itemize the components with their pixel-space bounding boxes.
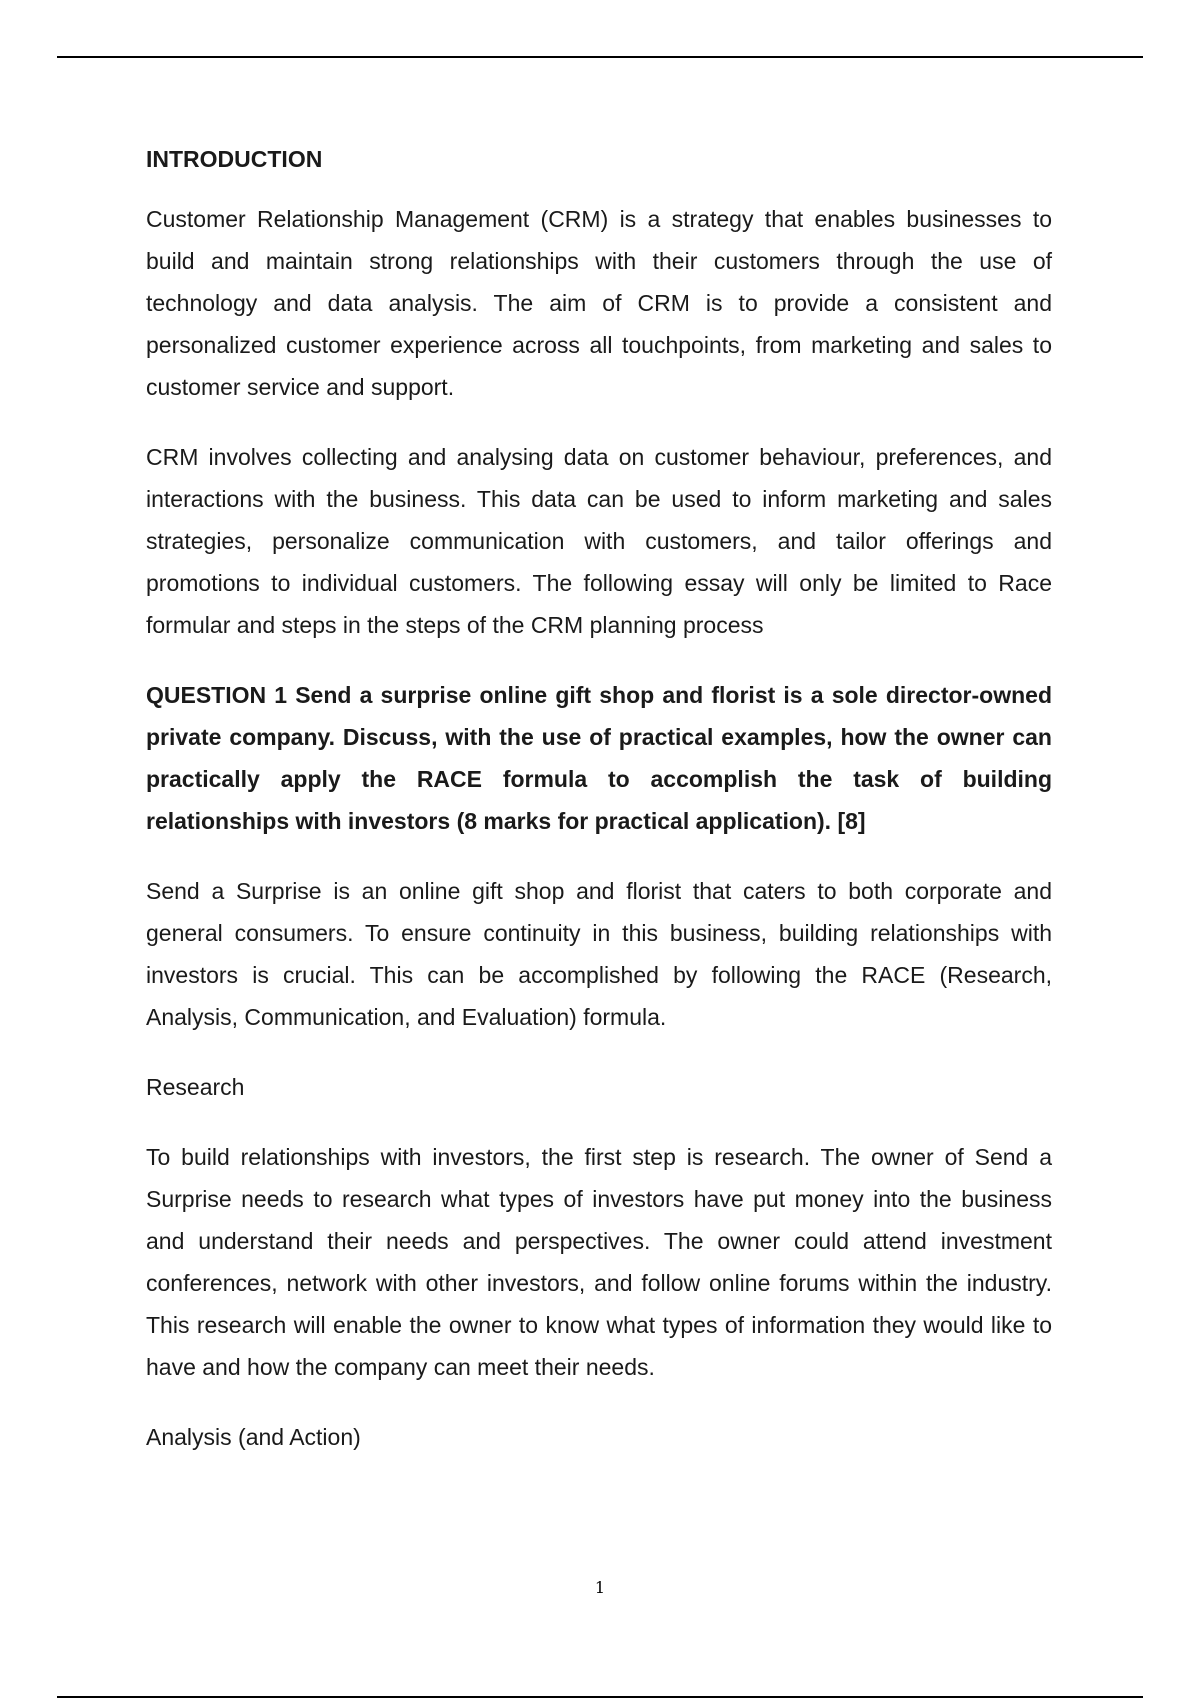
section-heading-introduction: INTRODUCTION — [146, 146, 323, 172]
intro-paragraph-2: CRM involves collecting and analysing data on customer behaviour, preferences, and interactions with the business. This data can be used to inform marketing and sales strategies, personalize communication with customers, and tailor offerings and promotions to individual customers. The following essay will only be limited to Race formular and steps in the steps of the CRM planning process — [146, 444, 1052, 638]
question-1-text: QUESTION 1 Send a surprise online gift shop and florist is a sole director-owned private company. Discuss, with the use of practical examples, how the owner can practically apply the RACE formula to accomplish the task of building relationships with investors (8 marks for practical application). [8] — [146, 682, 1052, 834]
research-paragraph: To build relationships with investors, the first step is research. The owner of Send a Surprise needs to research what types of investors have put money into the business and understand their needs and perspectives. The owner could attend investment conferences, network with other investors, and follow online forums within the industry. This research will enable the owner to know what types of information they would like to have and how the company can meet their needs. — [146, 1144, 1052, 1380]
subheading-research: Research — [146, 1074, 245, 1100]
bottom-rule — [57, 1696, 1143, 1698]
top-rule — [57, 56, 1143, 58]
subheading-analysis: Analysis (and Action) — [146, 1424, 361, 1450]
answer-paragraph-1: Send a Surprise is an online gift shop and florist that caters to both corporate and general consumers. To ensure continuity in this business, building relationships with investors is crucial. This can be accomplished by following the RACE (Research, Analysis, Communication, and Evaluation) formula. — [146, 878, 1052, 1030]
intro-paragraph-1: Customer Relationship Management (CRM) is a strategy that enables businesses to build and maintain strong relationships with their customers through the use of technology and data analysis. The aim of CRM is to provide a consistent and personalized customer experience across all touchpoints, from marketing and sales to customer service and support. — [146, 206, 1052, 400]
page-content — [146, 142, 1052, 1486]
page-number: 1 — [594, 1578, 606, 1597]
